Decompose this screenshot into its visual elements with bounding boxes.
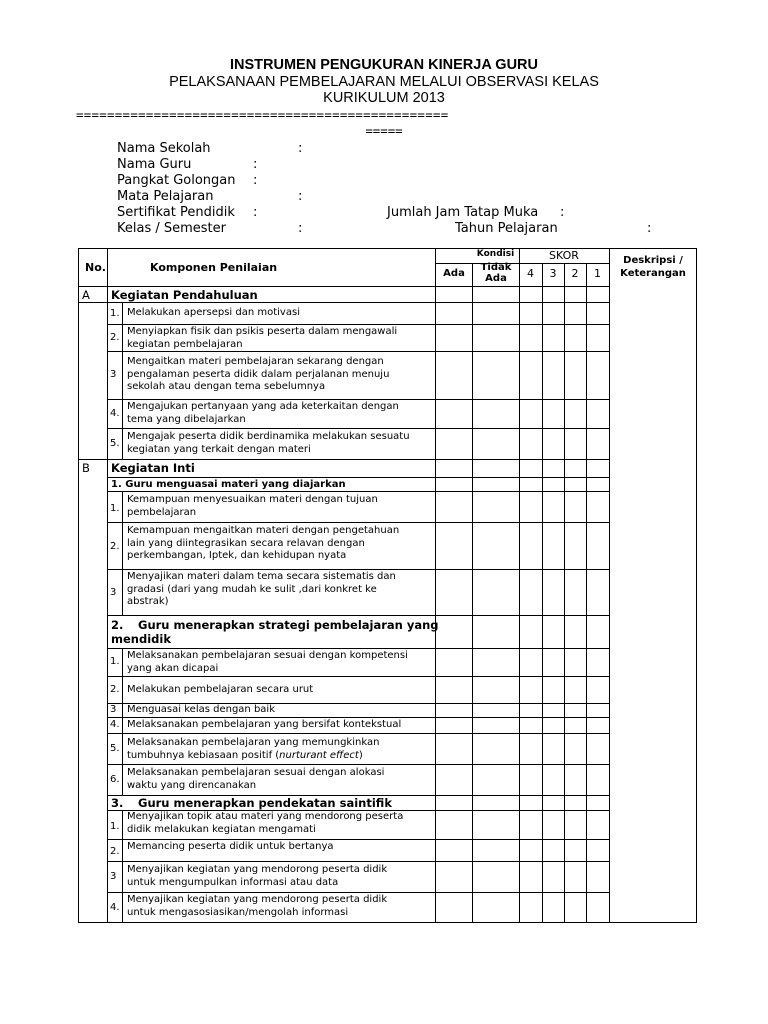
table-border: [435, 263, 609, 264]
row-text: Kemampuan menyesuaikan materi dengan tujuan pembelajaran: [127, 494, 378, 518]
row-number: 1.: [110, 308, 120, 319]
col-header-tidak: Tidak: [480, 262, 512, 273]
table-border: [435, 248, 436, 923]
table-border: [472, 263, 473, 923]
table-border: [564, 263, 565, 923]
table-border: [78, 248, 79, 923]
table-border: [107, 477, 609, 478]
field-jumlah-jam: Jumlah Jam Tatap Muka: [387, 205, 539, 220]
table-border: [107, 764, 609, 765]
table-border: [78, 459, 609, 460]
separator-line-end: =====: [365, 123, 403, 138]
table-border: [696, 248, 697, 923]
separator-line: ================================================: [76, 107, 449, 122]
table-border: [107, 676, 609, 677]
row-text: Mengaitkan materi pembelajaran sekarang dengan pengalaman peserta didik dalam perjalanan menuju sekolah atau dengan tema sebelumnya: [127, 356, 390, 392]
table-border: [107, 839, 609, 840]
section-letter: A: [82, 288, 90, 302]
col-header-keterangan: Keterangan: [620, 268, 686, 279]
col-header-ada: Ada: [443, 268, 465, 279]
col-header-skor-1: 1: [594, 267, 601, 280]
table-border: [107, 717, 609, 718]
row-text: Menguasai kelas dengan baik: [127, 704, 275, 715]
table-border: [78, 286, 609, 287]
table-border: [78, 922, 697, 923]
field-colon: :: [298, 221, 303, 236]
row-text: Memancing peserta didik untuk bertanya: [127, 841, 334, 852]
table-border: [609, 248, 610, 923]
row-text: Melakukan apersepsi dan motivasi: [127, 307, 300, 318]
table-border: [107, 399, 609, 400]
field-mapel: Mata Pelajaran: [117, 189, 214, 204]
row-text: Menyajikan materi dalam tema secara sistematis dan gradasi (dari yang mudah ke sulit ,dari konkret ke abstrak): [127, 571, 396, 607]
col-header-tidak-ada: Ada: [485, 273, 507, 284]
row-text: Menyiapkan fisik dan psikis peserta dalam mengawali kegiatan pembelajaran: [127, 326, 398, 350]
row-text: Melakukan pembelajaran secara urut: [127, 684, 314, 695]
field-tahun: Tahun Pelajaran: [455, 221, 558, 236]
row-text: Melaksanakan pembelajaran sesuai dengan alokasi waktu yang direncanakan: [127, 767, 385, 791]
table-border: [107, 324, 609, 325]
row-number: 2.: [110, 684, 120, 695]
table-border: [542, 263, 543, 923]
row-number: 2.: [110, 846, 120, 857]
row-number: 5.: [110, 743, 120, 754]
row-number: 1.: [110, 821, 120, 832]
table-border: [107, 522, 609, 523]
table-border: [107, 892, 609, 893]
field-pangkat: Pangkat Golongan: [117, 173, 236, 188]
table-border: [107, 648, 609, 649]
row-text: Melaksanakan pembelajaran yang memungkinkan tumbuhnya kebiasaan positif (nurturant effect): [127, 737, 380, 761]
row-number: 5.: [110, 438, 120, 449]
table-border: [122, 648, 123, 795]
subsection-title: Guru menerapkan pendekatan saintifik: [138, 796, 392, 810]
row-number: 3: [110, 704, 117, 715]
field-colon: :: [253, 157, 258, 172]
col-header-skor: SKOR: [549, 249, 579, 262]
table-border: [107, 351, 609, 352]
col-header-skor-3: 3: [549, 267, 557, 280]
row-number: 4.: [110, 408, 120, 419]
table-border: [107, 248, 108, 923]
field-nama-guru: Nama Guru: [117, 157, 192, 172]
subsection-title: 1. Guru menguasai materi yang diajarkan: [111, 479, 346, 490]
row-text: Menyajikan kegiatan yang mendorong peserta didik untuk mengumpulkan informasi atau data: [127, 864, 388, 888]
row-text: Mengajak peserta didik berdinamika melakukan sesuatu kegiatan yang terkait dengan materi: [127, 431, 410, 455]
col-header-deskripsi: Deskripsi /: [623, 255, 683, 266]
field-colon: :: [298, 189, 303, 204]
subsection-number: 3.: [111, 796, 124, 810]
table-border: [107, 491, 609, 492]
table-border: [107, 615, 609, 616]
field-colon: :: [560, 205, 565, 220]
curriculum-label: KURIKULUM 2013: [323, 90, 445, 106]
table-border: [122, 810, 123, 923]
row-text: Melaksanakan pembelajaran sesuai dengan kompetensi yang akan dicapai: [127, 650, 408, 674]
field-sertifikat: Sertifikat Pendidik: [117, 205, 235, 220]
table-border: [107, 861, 609, 862]
row-text: Kemampuan mengaitkan materi dengan pengetahuan lain yang diintegrasikan secara relavan dengan perkembangan, Iptek, dan kehidupan nyata: [127, 525, 400, 561]
row-text: Menyajikan topik atau materi yang mendorong peserta didik melakukan kegiatan mengamati: [127, 811, 404, 835]
table-border: [519, 248, 520, 923]
col-header-komponen: Komponen Penilaian: [150, 261, 278, 274]
field-kelas: Kelas / Semester: [117, 221, 226, 236]
row-number: 3: [110, 587, 117, 598]
section-title: Kegiatan Pendahuluan: [111, 288, 258, 302]
row-text: Menyajikan kegiatan yang mendorong peserta didik untuk mengasosiasikan/mengolah informasi: [127, 894, 388, 918]
row-number: 2.: [110, 541, 120, 552]
row-number: 6.: [110, 774, 120, 785]
field-nama-sekolah: Nama Sekolah: [117, 141, 211, 156]
document-subtitle: PELAKSANAAN PEMBELAJARAN MELALUI OBSERVASI KELAS: [169, 74, 599, 90]
row-number: 3: [110, 369, 117, 380]
table-border: [586, 263, 587, 923]
col-header-kondisi: Kondisi: [476, 249, 515, 259]
row-number: 3: [110, 871, 117, 882]
field-colon: :: [647, 221, 652, 236]
col-header-skor-4: 4: [527, 267, 534, 280]
field-colon: :: [253, 173, 258, 188]
table-border: [78, 302, 609, 303]
row-number: 2.: [110, 332, 120, 343]
subsection-title: Guru menerapkan strategi pembelajaran yang: [138, 618, 439, 632]
row-text: Mengajukan pertanyaan yang ada keterkaitan dengan tema yang dibelajarkan: [127, 401, 399, 425]
row-number: 1.: [110, 656, 120, 667]
table-border: [107, 428, 609, 429]
table-border: [107, 733, 609, 734]
col-header-no: No.: [85, 261, 106, 274]
row-text: Melaksanakan pembelajaran yang bersifat kontekstual: [127, 719, 402, 730]
row-number: 1.: [110, 503, 120, 514]
field-colon: :: [253, 205, 258, 220]
table-border: [107, 569, 609, 570]
section-letter: B: [82, 461, 90, 475]
subsection-title-cont: mendidik: [111, 632, 171, 646]
subsection-number: 2.: [111, 618, 124, 632]
col-header-skor-2: 2: [571, 267, 579, 280]
document-title: INSTRUMEN PENGUKURAN KINERJA GURU: [229, 57, 538, 73]
row-number: 4.: [110, 719, 120, 730]
table-border: [122, 491, 123, 615]
table-border: [122, 302, 123, 459]
row-number: 4.: [110, 902, 120, 913]
field-colon: :: [298, 141, 303, 156]
section-title: Kegiatan Inti: [111, 461, 195, 475]
